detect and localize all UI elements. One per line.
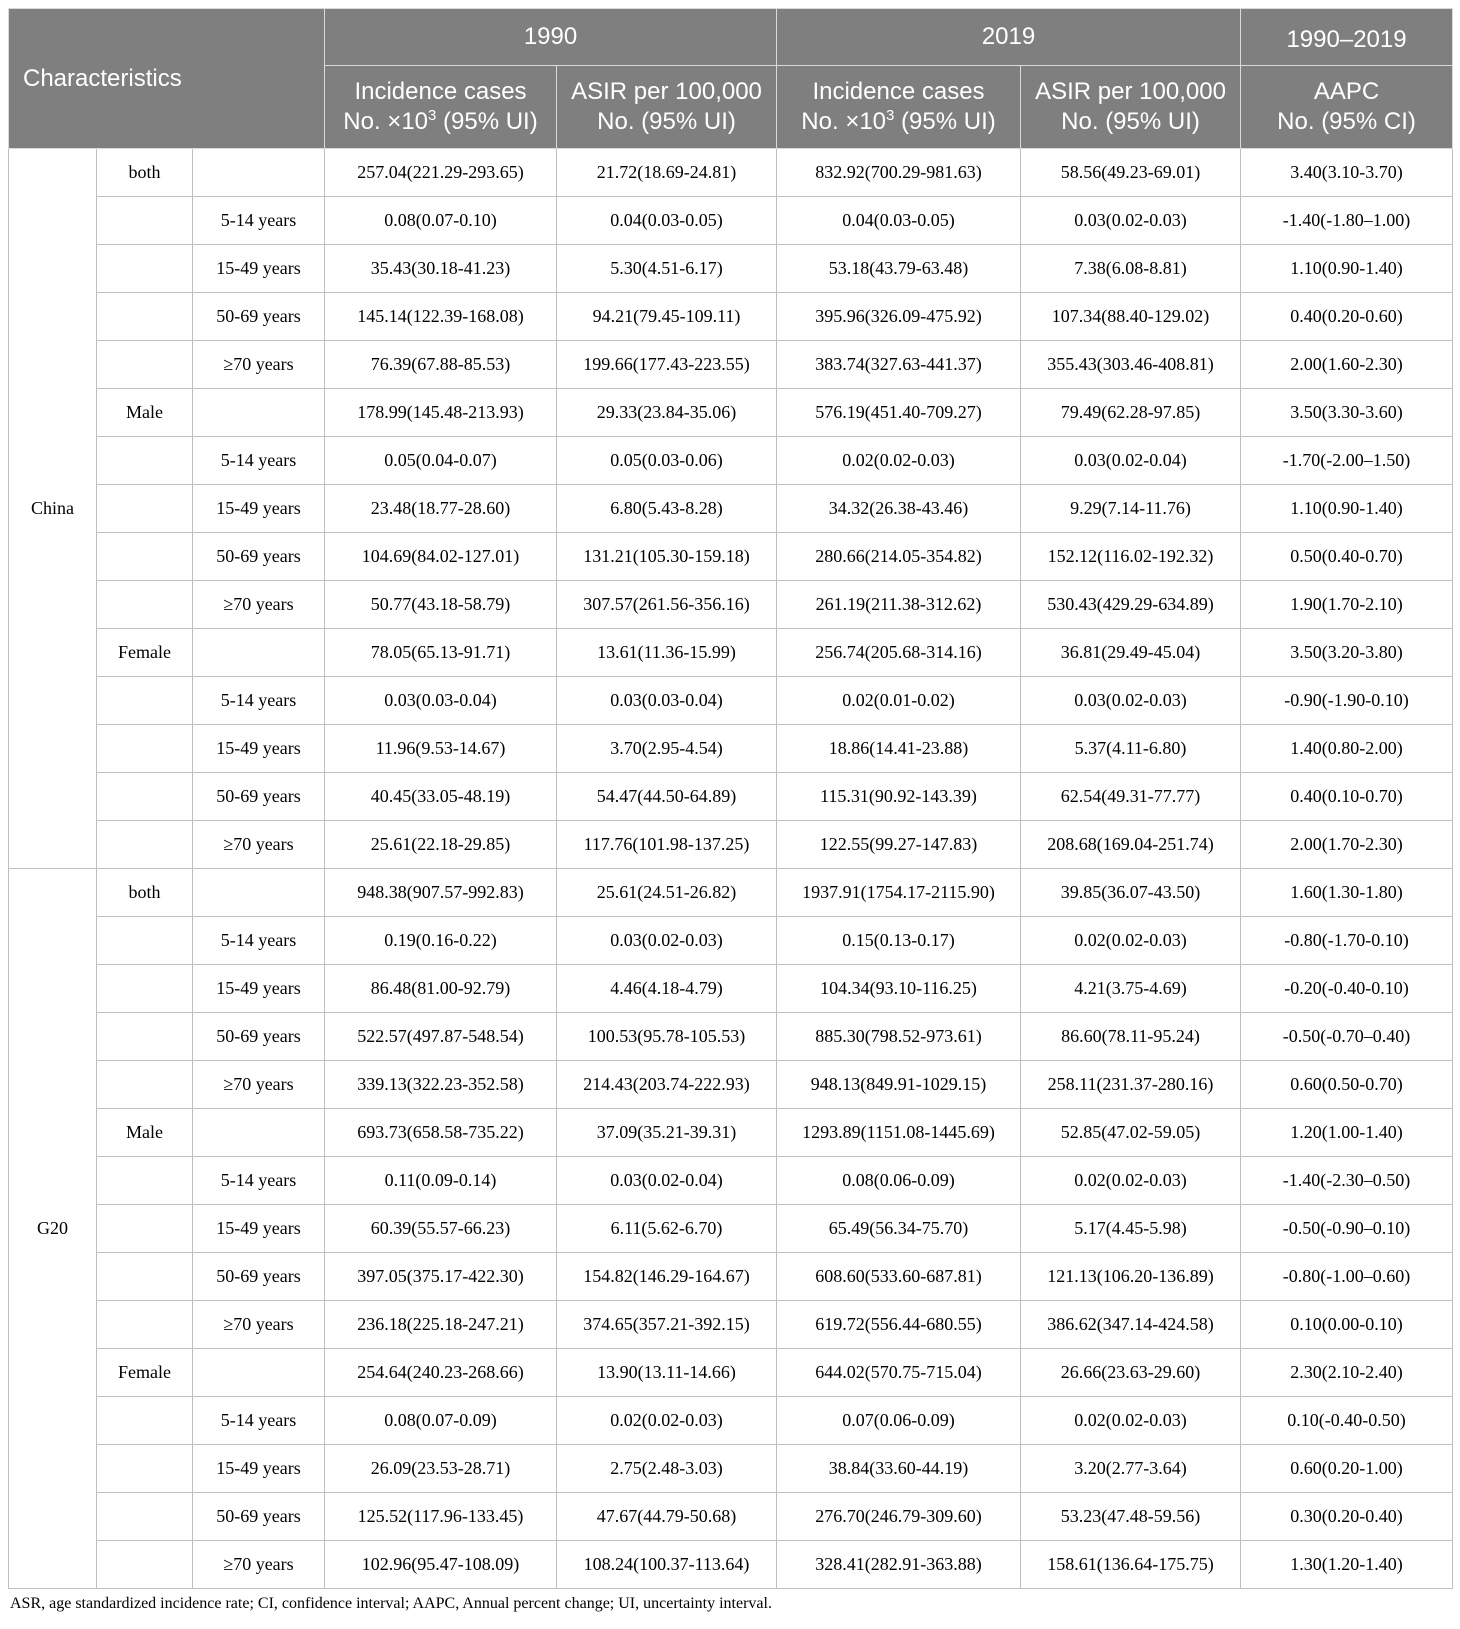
asir-1990-cell: 2.75(2.48-3.03): [557, 1445, 777, 1493]
sex-cell: [97, 1445, 193, 1493]
incidence-2019-cell: 0.08(0.06-0.09): [777, 1157, 1021, 1205]
aapc-cell: 0.50(0.40-0.70): [1241, 533, 1453, 581]
asir-2019-cell: 0.02(0.02-0.03): [1021, 1157, 1241, 1205]
age-cell: 15-49 years: [193, 1205, 325, 1253]
aapc-cell: -1.40(-2.30–0.50): [1241, 1157, 1453, 1205]
sex-cell: Male: [97, 1109, 193, 1157]
aapc-cell: 1.10(0.90-1.40): [1241, 485, 1453, 533]
age-cell: 15-49 years: [193, 725, 325, 773]
age-cell: 5-14 years: [193, 1397, 325, 1445]
incidence-2019-cell: 383.74(327.63-441.37): [777, 341, 1021, 389]
aapc-cell: 0.10(-0.40-0.50): [1241, 1397, 1453, 1445]
sex-cell: [97, 965, 193, 1013]
asir-2019-cell: 0.02(0.02-0.03): [1021, 1397, 1241, 1445]
aapc-cell: 1.60(1.30-1.80): [1241, 869, 1453, 917]
incidence-1990-cell: 0.19(0.16-0.22): [325, 917, 557, 965]
asir-1990-cell: 131.21(105.30-159.18): [557, 533, 777, 581]
incidence-2019-cell: 832.92(700.29-981.63): [777, 149, 1021, 197]
incidence-2019-cell: 395.96(326.09-475.92): [777, 293, 1021, 341]
incidence-1990-cell: 522.57(497.87-548.54): [325, 1013, 557, 1061]
age-cell: 5-14 years: [193, 197, 325, 245]
age-cell: 50-69 years: [193, 1493, 325, 1541]
asir-1990-cell: 0.03(0.02-0.04): [557, 1157, 777, 1205]
sex-cell: [97, 1013, 193, 1061]
asir-2019-cell: 52.85(47.02-59.05): [1021, 1109, 1241, 1157]
age-cell: 50-69 years: [193, 1253, 325, 1301]
asir-2019-cell: 0.02(0.02-0.03): [1021, 917, 1241, 965]
incidence-1990-cell: 35.43(30.18-41.23): [325, 245, 557, 293]
aapc-cell: 2.30(2.10-2.40): [1241, 1349, 1453, 1397]
aapc-cell: -0.50(-0.90–0.10): [1241, 1205, 1453, 1253]
sex-cell: both: [97, 149, 193, 197]
header-asir-line1: ASIR per 100,000: [1035, 78, 1226, 105]
header-incidence-line1: Incidence cases: [812, 78, 985, 105]
incidence-1990-cell: 125.52(117.96-133.45): [325, 1493, 557, 1541]
table-row: [9, 1061, 1453, 1109]
table-footnote: ASR, age standardized incidence rate; CI, confidence interval; AAPC, Annual percent change; UI, uncertainty interval.: [10, 1595, 772, 1612]
asir-1990-cell: 13.61(11.36-15.99): [557, 629, 777, 677]
incidence-1990-cell: 257.04(221.29-293.65): [325, 149, 557, 197]
asir-2019-cell: 355.43(303.46-408.81): [1021, 341, 1241, 389]
incidence-1990-cell: 339.13(322.23-352.58): [325, 1061, 557, 1109]
asir-2019-cell: 208.68(169.04-251.74): [1021, 821, 1241, 869]
age-cell: ≥70 years: [193, 341, 325, 389]
incidence-1990-cell: 0.05(0.04-0.07): [325, 437, 557, 485]
incidence-1990-cell: 104.69(84.02-127.01): [325, 533, 557, 581]
header-aapc: [1241, 66, 1453, 149]
table-row: [9, 1541, 1453, 1589]
table-row: [9, 293, 1453, 341]
table-header: [9, 9, 1453, 149]
incidence-2019-cell: 18.86(14.41-23.88): [777, 725, 1021, 773]
incidence-1990-cell: 397.05(375.17-422.30): [325, 1253, 557, 1301]
age-cell: [193, 1109, 325, 1157]
asir-1990-cell: 100.53(95.78-105.53): [557, 1013, 777, 1061]
header-asir-2019: [1021, 66, 1241, 149]
aapc-cell: 2.00(1.60-2.30): [1241, 341, 1453, 389]
asir-1990-cell: 5.30(4.51-6.17): [557, 245, 777, 293]
table-row: [9, 1301, 1453, 1349]
incidence-1990-cell: 693.73(658.58-735.22): [325, 1109, 557, 1157]
table-row: [9, 389, 1453, 437]
asir-1990-cell: 154.82(146.29-164.67): [557, 1253, 777, 1301]
sex-cell: [97, 1493, 193, 1541]
header-incidence-2019: [777, 66, 1021, 149]
header-asir-1990: [557, 66, 777, 149]
age-cell: 15-49 years: [193, 245, 325, 293]
aapc-cell: 3.50(3.20-3.80): [1241, 629, 1453, 677]
incidence-1990-cell: 254.64(240.23-268.66): [325, 1349, 557, 1397]
header-asir-line1: ASIR per 100,000: [571, 78, 762, 105]
sex-cell: [97, 1301, 193, 1349]
table-row: [9, 821, 1453, 869]
age-cell: ≥70 years: [193, 1061, 325, 1109]
asir-2019-cell: 5.17(4.45-5.98): [1021, 1205, 1241, 1253]
header-year-1990: 1990: [325, 9, 777, 66]
asir-1990-cell: 6.80(5.43-8.28): [557, 485, 777, 533]
asir-2019-cell: 0.03(0.02-0.04): [1021, 437, 1241, 485]
asir-1990-cell: 21.72(18.69-24.81): [557, 149, 777, 197]
incidence-1990-cell: 60.39(55.57-66.23): [325, 1205, 557, 1253]
aapc-cell: 0.40(0.10-0.70): [1241, 773, 1453, 821]
table-row: [9, 149, 1453, 197]
incidence-1990-cell: 178.99(145.48-213.93): [325, 389, 557, 437]
table-row: [9, 677, 1453, 725]
age-cell: [193, 149, 325, 197]
table-row: [9, 725, 1453, 773]
incidence-2019-cell: 261.19(211.38-312.62): [777, 581, 1021, 629]
aapc-cell: -0.50(-0.70–0.40): [1241, 1013, 1453, 1061]
incidence-2019-cell: 104.34(93.10-116.25): [777, 965, 1021, 1013]
asir-1990-cell: 0.02(0.02-0.03): [557, 1397, 777, 1445]
header-incidence-line2: No. $\times 10^3$ (95% UI): [801, 107, 996, 135]
aapc-cell: -1.40(-1.80–1.00): [1241, 197, 1453, 245]
incidence-2019-cell: 34.32(26.38-43.46): [777, 485, 1021, 533]
age-cell: 15-49 years: [193, 485, 325, 533]
age-cell: 5-14 years: [193, 437, 325, 485]
sex-cell: [97, 533, 193, 581]
sex-cell: both: [97, 869, 193, 917]
asir-1990-cell: 6.11(5.62-6.70): [557, 1205, 777, 1253]
table-row: [9, 917, 1453, 965]
incidence-1990-cell: 50.77(43.18-58.79): [325, 581, 557, 629]
table-row: [9, 1397, 1453, 1445]
sex-cell: [97, 725, 193, 773]
sex-cell: [97, 1205, 193, 1253]
table-row: [9, 1205, 1453, 1253]
age-cell: ≥70 years: [193, 1301, 325, 1349]
asir-2019-cell: 107.34(88.40-129.02): [1021, 293, 1241, 341]
aapc-cell: -0.80(-1.00–0.60): [1241, 1253, 1453, 1301]
table-row: [9, 1157, 1453, 1205]
asir-2019-cell: 5.37(4.11-6.80): [1021, 725, 1241, 773]
incidence-1990-cell: 25.61(22.18-29.85): [325, 821, 557, 869]
header-incidence-line2: No. $\times 10^3$ (95% UI): [343, 107, 538, 135]
age-cell: 50-69 years: [193, 773, 325, 821]
incidence-2019-cell: 576.19(451.40-709.27): [777, 389, 1021, 437]
incidence-2019-cell: 644.02(570.75-715.04): [777, 1349, 1021, 1397]
aapc-cell: -0.80(-1.70-0.10): [1241, 917, 1453, 965]
sex-cell: [97, 1061, 193, 1109]
age-cell: 5-14 years: [193, 917, 325, 965]
asir-1990-cell: 37.09(35.21-39.31): [557, 1109, 777, 1157]
aapc-cell: 1.90(1.70-2.10): [1241, 581, 1453, 629]
asir-1990-cell: 13.90(13.11-14.66): [557, 1349, 777, 1397]
table-row: [9, 1109, 1453, 1157]
incidence-1990-cell: 0.08(0.07-0.10): [325, 197, 557, 245]
asir-2019-cell: 9.29(7.14-11.76): [1021, 485, 1241, 533]
incidence-1990-cell: 40.45(33.05-48.19): [325, 773, 557, 821]
asir-2019-cell: 0.03(0.02-0.03): [1021, 197, 1241, 245]
incidence-1990-cell: 0.03(0.03-0.04): [325, 677, 557, 725]
incidence-2019-cell: 885.30(798.52-973.61): [777, 1013, 1021, 1061]
header-asir-line2: No. (95% UI): [1061, 108, 1200, 135]
asir-1990-cell: 214.43(203.74-222.93): [557, 1061, 777, 1109]
incidence-2019-cell: 1937.91(1754.17-2115.90): [777, 869, 1021, 917]
age-cell: 15-49 years: [193, 965, 325, 1013]
incidence-2019-cell: 619.72(556.44-680.55): [777, 1301, 1021, 1349]
asir-1990-cell: 29.33(23.84-35.06): [557, 389, 777, 437]
asir-2019-cell: 58.56(49.23-69.01): [1021, 149, 1241, 197]
age-cell: [193, 389, 325, 437]
aapc-cell: 2.00(1.70-2.30): [1241, 821, 1453, 869]
incidence-2019-cell: 122.55(99.27-147.83): [777, 821, 1021, 869]
age-cell: [193, 629, 325, 677]
header-incidence-1990: [325, 66, 557, 149]
sex-cell: [97, 293, 193, 341]
table-body: [9, 149, 1453, 1589]
incidence-2019-cell: 608.60(533.60-687.81): [777, 1253, 1021, 1301]
incidence-2019-cell: 256.74(205.68-314.16): [777, 629, 1021, 677]
incidence-1990-cell: 102.96(95.47-108.09): [325, 1541, 557, 1589]
asir-1990-cell: 0.04(0.03-0.05): [557, 197, 777, 245]
asir-1990-cell: 374.65(357.21-392.15): [557, 1301, 777, 1349]
aapc-cell: -0.90(-1.90-0.10): [1241, 677, 1453, 725]
incidence-table: [8, 8, 1453, 1589]
asir-2019-cell: 86.60(78.11-95.24): [1021, 1013, 1241, 1061]
age-cell: 50-69 years: [193, 1013, 325, 1061]
table-container: [8, 8, 1452, 1613]
aapc-cell: 1.40(0.80-2.00): [1241, 725, 1453, 773]
age-cell: ≥70 years: [193, 581, 325, 629]
table-row: [9, 773, 1453, 821]
header-asir-line2: No. (95% UI): [597, 108, 736, 135]
asir-1990-cell: 3.70(2.95-4.54): [557, 725, 777, 773]
incidence-2019-cell: 38.84(33.60-44.19): [777, 1445, 1021, 1493]
asir-1990-cell: 54.47(44.50-64.89): [557, 773, 777, 821]
incidence-2019-cell: 0.02(0.02-0.03): [777, 437, 1021, 485]
table-row: [9, 1013, 1453, 1061]
aapc-cell: -0.20(-0.40-0.10): [1241, 965, 1453, 1013]
asir-1990-cell: 199.66(177.43-223.55): [557, 341, 777, 389]
incidence-1990-cell: 23.48(18.77-28.60): [325, 485, 557, 533]
sex-cell: [97, 1397, 193, 1445]
table-row: [9, 1253, 1453, 1301]
asir-2019-cell: 7.38(6.08-8.81): [1021, 245, 1241, 293]
aapc-cell: 0.30(0.20-0.40): [1241, 1493, 1453, 1541]
asir-2019-cell: 4.21(3.75-4.69): [1021, 965, 1241, 1013]
asir-2019-cell: 258.11(231.37-280.16): [1021, 1061, 1241, 1109]
age-cell: [193, 869, 325, 917]
age-cell: ≥70 years: [193, 821, 325, 869]
header-period: 1990–2019: [1241, 9, 1453, 66]
age-cell: [193, 1349, 325, 1397]
table-row: [9, 197, 1453, 245]
incidence-1990-cell: 78.05(65.13-91.71): [325, 629, 557, 677]
asir-1990-cell: 0.05(0.03-0.06): [557, 437, 777, 485]
age-cell: 5-14 years: [193, 677, 325, 725]
incidence-2019-cell: 0.15(0.13-0.17): [777, 917, 1021, 965]
header-incidence-line1: Incidence cases: [354, 78, 527, 105]
table-row: [9, 245, 1453, 293]
table-row: [9, 533, 1453, 581]
asir-2019-cell: 152.12(116.02-192.32): [1021, 533, 1241, 581]
asir-2019-cell: 530.43(429.29-634.89): [1021, 581, 1241, 629]
aapc-cell: 0.40(0.20-0.60): [1241, 293, 1453, 341]
sex-cell: Female: [97, 629, 193, 677]
table-row: [9, 341, 1453, 389]
age-cell: 5-14 years: [193, 1157, 325, 1205]
asir-1990-cell: 94.21(79.45-109.11): [557, 293, 777, 341]
asir-1990-cell: 108.24(100.37-113.64): [557, 1541, 777, 1589]
asir-2019-cell: 36.81(29.49-45.04): [1021, 629, 1241, 677]
asir-1990-cell: 0.03(0.02-0.03): [557, 917, 777, 965]
asir-2019-cell: 53.23(47.48-59.56): [1021, 1493, 1241, 1541]
age-cell: 50-69 years: [193, 293, 325, 341]
sex-cell: [97, 1157, 193, 1205]
asir-1990-cell: 47.67(44.79-50.68): [557, 1493, 777, 1541]
sex-cell: [97, 581, 193, 629]
table-row: [9, 869, 1453, 917]
incidence-1990-cell: 0.08(0.07-0.09): [325, 1397, 557, 1445]
asir-2019-cell: 0.03(0.02-0.03): [1021, 677, 1241, 725]
asir-2019-cell: 62.54(49.31-77.77): [1021, 773, 1241, 821]
asir-2019-cell: 158.61(136.64-175.75): [1021, 1541, 1241, 1589]
incidence-2019-cell: 0.07(0.06-0.09): [777, 1397, 1021, 1445]
sex-cell: [97, 1253, 193, 1301]
incidence-2019-cell: 65.49(56.34-75.70): [777, 1205, 1021, 1253]
header-year-2019: 2019: [777, 9, 1241, 66]
table-row: [9, 965, 1453, 1013]
sex-cell: [97, 917, 193, 965]
aapc-cell: 1.20(1.00-1.40): [1241, 1109, 1453, 1157]
asir-1990-cell: 307.57(261.56-356.16): [557, 581, 777, 629]
asir-2019-cell: 121.13(106.20-136.89): [1021, 1253, 1241, 1301]
sex-cell: [97, 197, 193, 245]
sex-cell: [97, 677, 193, 725]
asir-2019-cell: 3.20(2.77-3.64): [1021, 1445, 1241, 1493]
incidence-2019-cell: 280.66(214.05-354.82): [777, 533, 1021, 581]
sex-cell: [97, 773, 193, 821]
aapc-cell: 1.30(1.20-1.40): [1241, 1541, 1453, 1589]
table-row: [9, 485, 1453, 533]
asir-2019-cell: 386.62(347.14-424.58): [1021, 1301, 1241, 1349]
sex-cell: [97, 821, 193, 869]
sex-cell: [97, 341, 193, 389]
aapc-cell: 0.60(0.20-1.00): [1241, 1445, 1453, 1493]
sex-cell: [97, 485, 193, 533]
header-characteristics: Characteristics: [9, 9, 325, 149]
table-row: [9, 629, 1453, 677]
table-row: [9, 1445, 1453, 1493]
aapc-cell: 3.50(3.30-3.60): [1241, 389, 1453, 437]
incidence-1990-cell: 236.18(225.18-247.21): [325, 1301, 557, 1349]
incidence-1990-cell: 76.39(67.88-85.53): [325, 341, 557, 389]
incidence-2019-cell: 53.18(43.79-63.48): [777, 245, 1021, 293]
sex-cell: Male: [97, 389, 193, 437]
incidence-1990-cell: 26.09(23.53-28.71): [325, 1445, 557, 1493]
sex-cell: [97, 1541, 193, 1589]
incidence-1990-cell: 11.96(9.53-14.67): [325, 725, 557, 773]
asir-1990-cell: 4.46(4.18-4.79): [557, 965, 777, 1013]
country-cell: China: [9, 149, 97, 869]
incidence-1990-cell: 948.38(907.57-992.83): [325, 869, 557, 917]
country-cell: G20: [9, 869, 97, 1589]
sex-cell: [97, 437, 193, 485]
incidence-2019-cell: 276.70(246.79-309.60): [777, 1493, 1021, 1541]
asir-2019-cell: 79.49(62.28-97.85): [1021, 389, 1241, 437]
aapc-cell: 0.60(0.50-0.70): [1241, 1061, 1453, 1109]
asir-1990-cell: 117.76(101.98-137.25): [557, 821, 777, 869]
sex-cell: Female: [97, 1349, 193, 1397]
table-row: [9, 437, 1453, 485]
incidence-2019-cell: 1293.89(1151.08-1445.69): [777, 1109, 1021, 1157]
asir-1990-cell: 0.03(0.03-0.04): [557, 677, 777, 725]
asir-2019-cell: 39.85(36.07-43.50): [1021, 869, 1241, 917]
table-row: [9, 1493, 1453, 1541]
header-aapc-line1: AAPC: [1313, 78, 1380, 105]
sex-cell: [97, 245, 193, 293]
asir-1990-cell: 25.61(24.51-26.82): [557, 869, 777, 917]
aapc-cell: -1.70(-2.00–1.50): [1241, 437, 1453, 485]
aapc-cell: 3.40(3.10-3.70): [1241, 149, 1453, 197]
incidence-2019-cell: 115.31(90.92-143.39): [777, 773, 1021, 821]
age-cell: 15-49 years: [193, 1445, 325, 1493]
aapc-cell: 0.10(0.00-0.10): [1241, 1301, 1453, 1349]
aapc-cell: 1.10(0.90-1.40): [1241, 245, 1453, 293]
incidence-2019-cell: 0.04(0.03-0.05): [777, 197, 1021, 245]
incidence-2019-cell: 328.41(282.91-363.88): [777, 1541, 1021, 1589]
table-row: [9, 581, 1453, 629]
header-aapc-line2: No. (95% CI): [1277, 108, 1416, 135]
incidence-1990-cell: 86.48(81.00-92.79): [325, 965, 557, 1013]
incidence-2019-cell: 0.02(0.01-0.02): [777, 677, 1021, 725]
table-row: [9, 1349, 1453, 1397]
age-cell: 50-69 years: [193, 533, 325, 581]
incidence-1990-cell: 0.11(0.09-0.14): [325, 1157, 557, 1205]
incidence-1990-cell: 145.14(122.39-168.08): [325, 293, 557, 341]
incidence-2019-cell: 948.13(849.91-1029.15): [777, 1061, 1021, 1109]
asir-2019-cell: 26.66(23.63-29.60): [1021, 1349, 1241, 1397]
age-cell: ≥70 years: [193, 1541, 325, 1589]
